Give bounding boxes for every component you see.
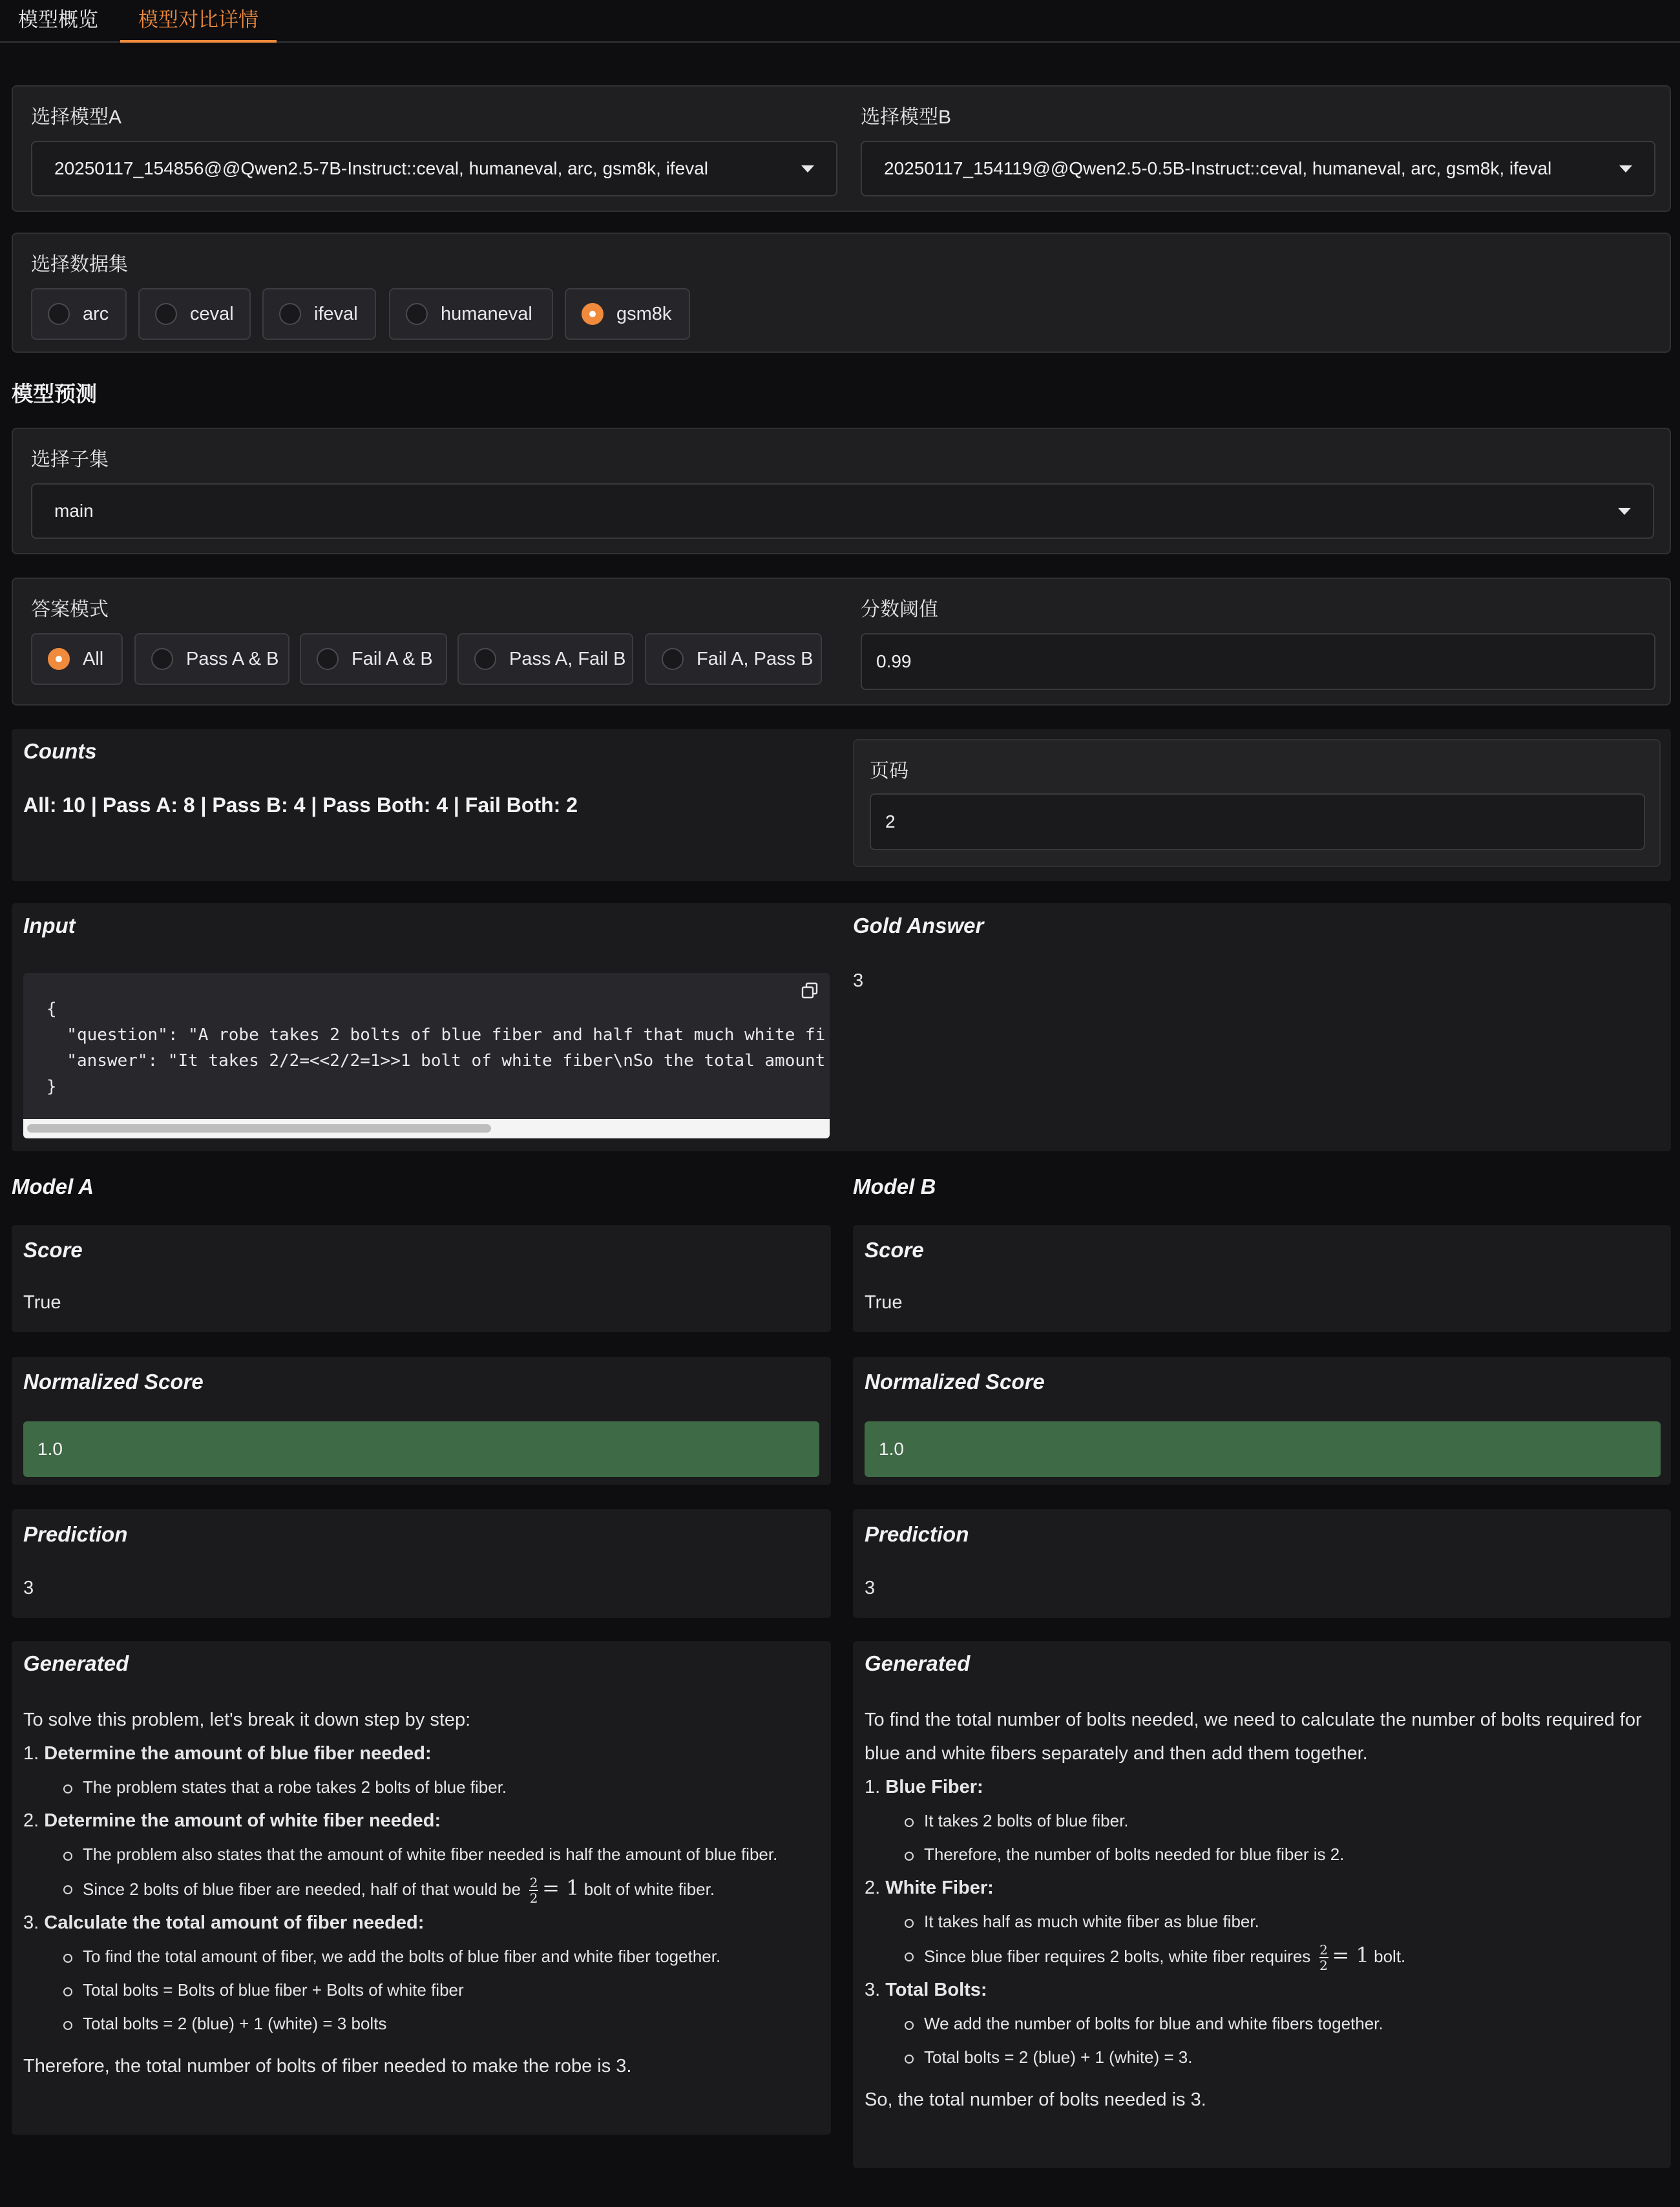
- dataset-radio-group: [31, 288, 806, 340]
- chevron-down-icon: [1618, 508, 1631, 515]
- radio-selected-icon: [582, 303, 604, 325]
- tab-model-overview[interactable]: 模型概览: [18, 8, 98, 31]
- radio-circle-icon: [317, 648, 339, 670]
- gen-bullet: It takes 2 bolts of blue fiber.: [865, 1804, 1659, 1837]
- gen-bullet: It takes half as much white fiber as blue fiber.: [865, 1905, 1659, 1938]
- counts-row: [12, 729, 1671, 881]
- model-a-generated-card: [12, 1641, 831, 2135]
- gen-step: 3. Calculate the total amount of fiber needed:: [23, 1912, 425, 1933]
- radio-circle-icon: [155, 303, 177, 325]
- gen-bullet: Since 2 bolts of blue fiber are needed, half of that would be $\frac{2}{2}$ = 1 bolt of white fiber.: [23, 1871, 818, 1906]
- dataset-label: 选择数据集: [31, 254, 128, 275]
- gold-title: Gold Answer: [853, 914, 984, 937]
- gen-step: 1. Blue Fiber:: [865, 1777, 983, 1797]
- gen-bullet: The problem states that a robe takes 2 bolts of blue fiber.: [23, 1770, 818, 1804]
- filter-panel: [12, 578, 1671, 706]
- page-input[interactable]: 2: [870, 793, 1645, 850]
- page-panel: [853, 739, 1661, 867]
- model-b-dropdown[interactable]: [861, 141, 1655, 196]
- model-a-prediction-card: [12, 1509, 831, 1618]
- scrollbar-thumb[interactable]: [27, 1124, 491, 1133]
- normalized-value: 1.0: [23, 1421, 819, 1477]
- model-b-normalized-card: [853, 1357, 1671, 1485]
- gen-step: 2. White Fiber:: [865, 1878, 994, 1898]
- radio-dataset-humaneval[interactable]: humaneval: [389, 288, 553, 340]
- prediction-title: Prediction: [865, 1522, 969, 1546]
- chevron-down-icon: [1619, 165, 1632, 173]
- radio-mode-pass-a-b[interactable]: Pass A & B: [134, 633, 289, 685]
- model-b-generated-card: [853, 1641, 1671, 2168]
- subset-value: main: [54, 501, 94, 521]
- score-value: True: [865, 1292, 903, 1313]
- radio-selected-icon: [48, 648, 70, 670]
- radio-mode-fail-a-b[interactable]: Fail A & B: [300, 633, 447, 685]
- gen-bullet: Since blue fiber requires 2 bolts, white fiber requires $\frac{2}{2}$ = 1 bolt.: [865, 1938, 1659, 1973]
- normalized-value: 1.0: [865, 1421, 1661, 1477]
- model-a-normalized-card: [12, 1357, 831, 1485]
- radio-mode-all[interactable]: All: [31, 633, 123, 685]
- model-a-title: Model A: [12, 1175, 94, 1198]
- radio-circle-icon: [406, 303, 428, 325]
- radio-dataset-ifeval[interactable]: ifeval: [262, 288, 376, 340]
- subset-label: 选择子集: [31, 449, 109, 470]
- input-row: [12, 903, 1671, 1151]
- copy-icon[interactable]: [799, 979, 822, 1003]
- radio-circle-icon: [151, 648, 173, 670]
- subset-panel: [12, 428, 1671, 554]
- gen-outro: So, the total number of bolts needed is 3.: [865, 2089, 1206, 2110]
- gen-step: 1. Determine the amount of blue fiber needed:: [23, 1743, 432, 1764]
- radio-dataset-ceval[interactable]: ceval: [138, 288, 251, 340]
- gen-bullet: Total bolts = 2 (blue) + 1 (white) = 3.: [865, 2040, 1659, 2074]
- input-code: { "question": "A robe takes 2 bolts of blue fiber and half that much white fi "answer": "It takes 2/2=<<2/2=1>>1 bolt of white fiber\nSo the total amount }: [47, 999, 826, 1096]
- model-b-prediction-card: [853, 1509, 1671, 1618]
- tab-bar: [0, 0, 1680, 43]
- generated-text: [23, 1703, 818, 2083]
- input-code-block: [23, 973, 830, 1138]
- gen-step: 2. Determine the amount of white fiber needed:: [23, 1810, 441, 1831]
- score-title: Score: [23, 1238, 83, 1262]
- radio-circle-icon: [662, 648, 684, 670]
- radio-dataset-gsm8k[interactable]: gsm8k: [565, 288, 690, 340]
- prediction-title: Prediction: [23, 1522, 128, 1546]
- section-title: 模型预测: [12, 382, 97, 406]
- subset-dropdown[interactable]: [31, 483, 1654, 539]
- model-a-score-card: [12, 1225, 831, 1332]
- gen-bullet: Total bolts = 2 (blue) + 1 (white) = 3 bolts: [23, 2007, 818, 2040]
- generated-title: Generated: [865, 1651, 971, 1675]
- model-b-value: 20250117_154119@@Qwen2.5-0.5B-Instruct::ceval, humaneval, arc, gsm8k, ifeval: [884, 158, 1552, 178]
- generated-text: [865, 1703, 1659, 2117]
- threshold-input[interactable]: 0.99: [861, 633, 1655, 690]
- model-a-dropdown[interactable]: [31, 141, 837, 196]
- horizontal-scrollbar[interactable]: [23, 1119, 830, 1138]
- model-b-label: 选择模型B: [861, 107, 952, 128]
- fraction: $\frac{2}{2}$: [529, 1875, 538, 1907]
- gen-bullet: The problem also states that the amount of white fiber needed is half the amount of blue fiber.: [23, 1837, 818, 1871]
- fraction: $\frac{2}{2}$: [1319, 1942, 1328, 1974]
- gen-step: 3. Total Bolts:: [865, 1980, 987, 2000]
- gen-intro: To find the total number of bolts needed, we need to calculate the number of bolts required for blue and white fibers separately and then add them together.: [865, 1710, 1642, 1764]
- gold-value: 3: [853, 970, 864, 991]
- gen-bullet: To find the total amount of fiber, we add the bolts of blue fiber and white fiber together.: [23, 1940, 818, 1973]
- counts-title: Counts: [23, 739, 97, 763]
- gen-bullet: Therefore, the number of bolts needed for blue fiber is 2.: [865, 1837, 1659, 1871]
- gen-bullet: We add the number of bolts for blue and white fibers together.: [865, 2007, 1659, 2040]
- normalized-title: Normalized Score: [23, 1370, 204, 1394]
- radio-circle-icon: [279, 303, 301, 325]
- prediction-value: 3: [23, 1578, 34, 1598]
- counts-text: All: 10 | Pass A: 8 | Pass B: 4 | Pass Both: 4 | Fail Both: 2: [23, 793, 578, 817]
- model-a-label: 选择模型A: [31, 107, 122, 128]
- gen-outro: Therefore, the total number of bolts of fiber needed to make the robe is 3.: [23, 2056, 632, 2076]
- prediction-value: 3: [865, 1578, 876, 1598]
- gen-intro: To solve this problem, let's break it down step by step:: [23, 1710, 471, 1730]
- radio-mode-pass-a-fail-b[interactable]: Pass A, Fail B: [457, 633, 633, 685]
- page-label: 页码: [870, 760, 908, 782]
- input-title: Input: [23, 914, 76, 937]
- dataset-panel: [12, 233, 1671, 353]
- radio-mode-fail-a-pass-b[interactable]: Fail A, Pass B: [645, 633, 822, 685]
- radio-dataset-arc[interactable]: arc: [31, 288, 127, 340]
- model-select-panel: [12, 85, 1671, 212]
- model-a-value: 20250117_154856@@Qwen2.5-7B-Instruct::ceval, humaneval, arc, gsm8k, ifeval: [54, 158, 708, 178]
- radio-circle-icon: [48, 303, 70, 325]
- score-title: Score: [865, 1238, 924, 1262]
- radio-circle-icon: [474, 648, 496, 670]
- gen-bullet: Total bolts = Bolts of blue fiber + Bolts of white fiber: [23, 1973, 818, 2007]
- generated-title: Generated: [23, 1651, 129, 1675]
- threshold-label: 分数阈值: [861, 599, 938, 620]
- score-value: True: [23, 1292, 61, 1313]
- answer-mode-label: 答案模式: [31, 599, 109, 620]
- model-b-title: Model B: [853, 1175, 936, 1198]
- answer-mode-radio-group: [31, 633, 845, 685]
- chevron-down-icon: [801, 165, 814, 173]
- tab-model-compare[interactable]: 模型对比详情: [120, 0, 277, 43]
- model-b-score-card: [853, 1225, 1671, 1332]
- normalized-title: Normalized Score: [865, 1370, 1045, 1394]
